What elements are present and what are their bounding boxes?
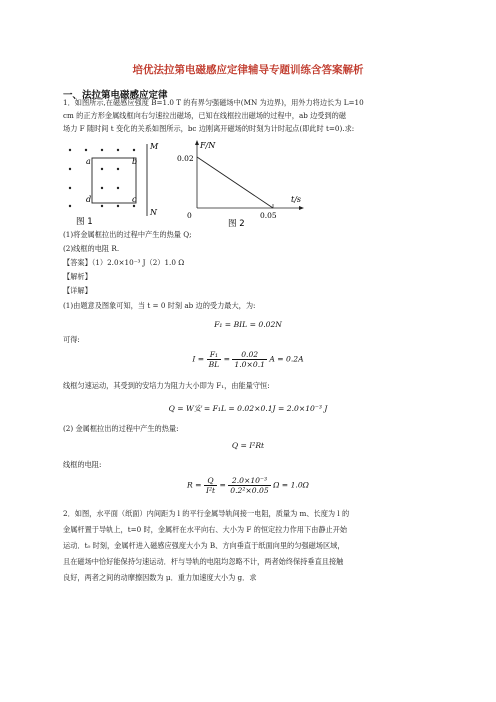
q1-sub1: (1)将金属框拉出的过程中产生的热量 Q; bbox=[63, 230, 192, 239]
label-c: c bbox=[132, 195, 137, 204]
origin-label: 0 bbox=[187, 211, 192, 220]
q2-text-line1: 2．如图，水平面（纸面）内间距为 l 的平行金属导轨间接一电阻，质量为 m、长度为 l 的 bbox=[63, 509, 350, 518]
label-d: d bbox=[86, 195, 92, 204]
detail-step5: 线框的电阻: bbox=[63, 460, 102, 469]
equation-3: Q = W安 = F₁L = 0.02×0.1J = 2.0×10⁻³ J bbox=[168, 404, 328, 413]
label-m: M bbox=[150, 142, 159, 151]
detail-step1: (1)由题意及图象可知，当 t = 0 时刻 ab 边的受力最大，为: bbox=[63, 301, 256, 310]
q1-text-line1: 1．如图所示,在磁感应强度 B=1.0 T 的有界匀强磁场中(MN 为边界)，用外力将边长为 L=10 bbox=[63, 98, 364, 107]
label-n: N bbox=[150, 208, 157, 217]
label-b: b bbox=[132, 157, 138, 166]
detail-step4: (2) 金属框拉出的过程中产生的热量: bbox=[63, 424, 179, 433]
square-frame bbox=[92, 158, 136, 203]
detail-tag: 【详解】 bbox=[63, 286, 92, 295]
figure-2-caption: 图 2 bbox=[228, 219, 245, 229]
q1-text-line2: cm 的正方形金属线框向右匀速拉出磁场，已知在线框拉出磁场的过程中，ab 边受到的磁 bbox=[63, 111, 347, 120]
document-title: 培优法拉第电磁感应定律辅导专题训练含答案解析 bbox=[132, 64, 364, 76]
figure-1-caption: 图 1 bbox=[76, 217, 93, 227]
q2-text-line5: 良好，两者之间的动摩擦因数为 μ．重力加速度大小为 g．求 bbox=[63, 573, 257, 582]
analysis-tag: 【解析】 bbox=[63, 272, 92, 281]
q1-answer: 【答案】（1）2.0×10⁻³ J（2）1.0 Ω bbox=[63, 258, 185, 267]
figure-2 bbox=[177, 138, 320, 230]
y-axis-label: F/N bbox=[200, 141, 216, 150]
q2-text-line3: 运动．t₀ 时刻，金属杆进入磁感应强度大小为 B、方向垂直于纸面向里的匀强磁场区域， bbox=[63, 541, 345, 550]
detail-step3: 线框匀速运动，其受到的安培力为阻力大小即为 F₁，由能量守恒: bbox=[63, 381, 270, 390]
x-axis-label: t/s bbox=[291, 195, 302, 204]
detail-step2: 可得: bbox=[63, 335, 80, 344]
figure-1 bbox=[64, 140, 174, 228]
equation-1: F₁ = BIL = 0.02N bbox=[214, 320, 282, 329]
equation-4: Q = I²Rt bbox=[231, 441, 265, 450]
q1-text-line3: 场力 F 随时间 t 变化的关系如图所示，bc 边刚离开磁场的时刻为计时起点(即此时 t=0).求: bbox=[63, 124, 355, 133]
y-tick-label: 0.02 bbox=[177, 154, 194, 163]
equation-5: R = $\frac{Q}{\text{I²t}}$ = $\frac{\text{2.0×10⁻³}}{\text{0.2²×0.05}}$ Ω = 1.0Ω bbox=[187, 476, 309, 495]
x-tick-label: 0.05 bbox=[260, 211, 277, 220]
f-t-line bbox=[197, 157, 273, 208]
q1-sub2: (2)线框的电阻 R. bbox=[63, 244, 120, 253]
label-a: a bbox=[86, 157, 91, 166]
q2-text-line4: 且在磁场中恰好能保持匀速运动．杆与导轨的电阻均忽略不计，两者始终保持垂直且接触 bbox=[63, 557, 344, 566]
section-heading: 一、法拉第电磁感应定律 bbox=[63, 90, 168, 101]
q2-text-line2: 金属杆置于导轨上，t=0 时，金属杆在水平向右、大小为 F 的恒定拉力作用下由静止开始 bbox=[63, 525, 348, 534]
equation-2: I = $\frac{\text{F₁}}{BL}$ = $\frac{0.02}{1.0\times 0.1}$ A = 0.2A bbox=[192, 350, 304, 369]
